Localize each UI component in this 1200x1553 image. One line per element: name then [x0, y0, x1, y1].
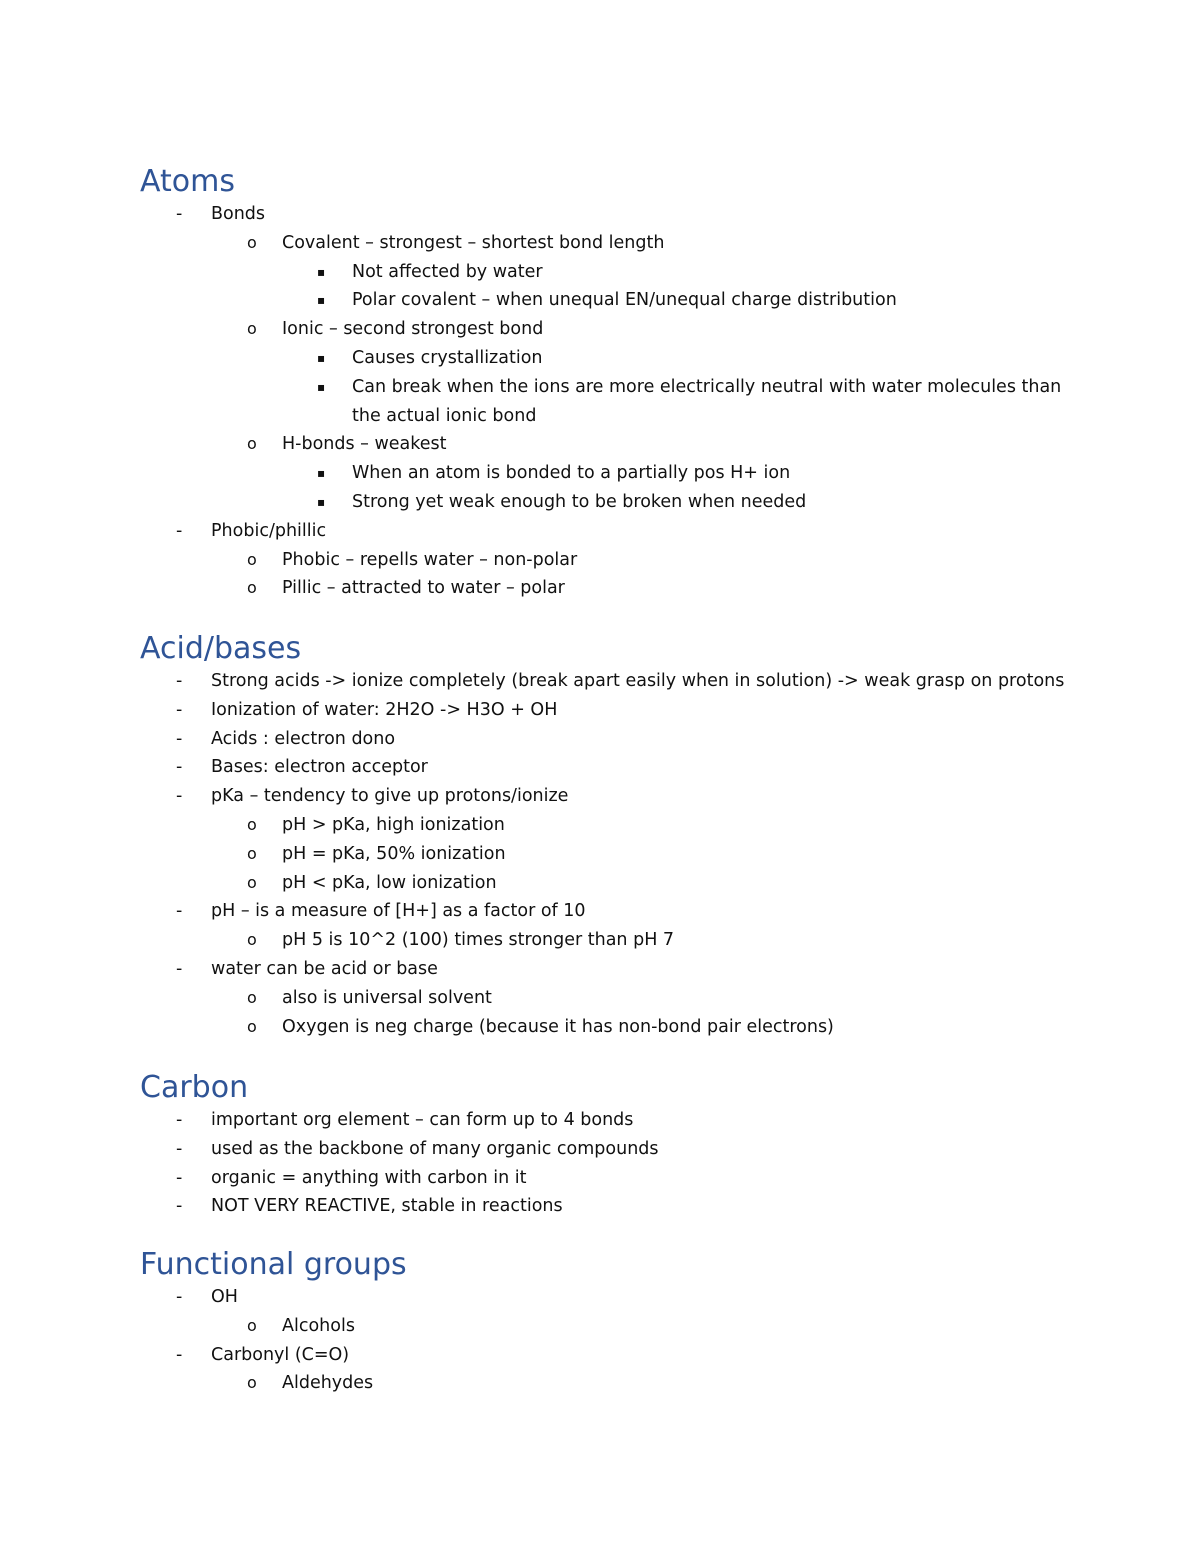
list-item: - Ionization of water: 2H2O -> H3O + OH	[140, 696, 1120, 725]
list-item: - used as the backbone of many organic compounds	[140, 1135, 1120, 1164]
section-functional-groups	[140, 1247, 1120, 1398]
dash-bullet: -	[176, 1110, 183, 1130]
section-heading: Atoms	[140, 164, 235, 199]
list-item: ▪ Causes crystallization	[140, 344, 1120, 373]
list-item: o Aldehydes	[140, 1369, 1120, 1398]
list-item: o Alcohols	[140, 1312, 1120, 1341]
bullet-list	[140, 200, 1120, 603]
circle-bullet: o	[247, 1315, 257, 1335]
dash-bullet: -	[176, 671, 183, 691]
list-item: o Pillic – attracted to water – polar	[140, 574, 1120, 603]
dash-bullet: -	[176, 1287, 183, 1307]
section-acid-bases	[140, 631, 1120, 1041]
circle-bullet: o	[247, 814, 257, 834]
list-item: o Oxygen is neg charge (because it has non-bond pair electrons)	[140, 1013, 1120, 1042]
dash-bullet: -	[176, 757, 183, 778]
circle-bullet: o	[247, 987, 257, 1007]
list-item: - pKa – tendency to give up protons/ionize	[140, 782, 1120, 811]
circle-bullet: o	[247, 434, 257, 454]
circle-bullet: o	[247, 549, 257, 569]
dash-bullet: -	[176, 786, 183, 807]
dash-bullet: -	[176, 1196, 183, 1217]
section-atoms	[140, 164, 1120, 603]
circle-bullet: o	[247, 319, 257, 339]
dash-bullet: -	[176, 1138, 183, 1159]
square-bullet: ▪	[317, 494, 326, 509]
square-bullet: ▪	[317, 264, 326, 279]
section-heading: Acid/bases	[140, 631, 302, 666]
list-item: o Covalent – strongest – shortest bond length	[140, 229, 1120, 258]
square-bullet: ▪	[317, 350, 326, 365]
square-bullet: ▪	[317, 379, 326, 394]
list-item: ▪ Can break when the ions are more electrically neutral with water molecules than the actual ionic bond	[140, 373, 1120, 431]
circle-bullet: o	[247, 232, 257, 252]
list-item: - OH	[140, 1283, 1120, 1312]
circle-bullet: o	[247, 1016, 257, 1036]
section-heading: Functional groups	[140, 1247, 407, 1282]
list-item: o Ionic – second strongest bond	[140, 315, 1120, 344]
circle-bullet: o	[247, 578, 257, 598]
dash-bullet: -	[176, 728, 183, 749]
circle-bullet: o	[247, 872, 257, 892]
list-item: o Phobic – repells water – non-polar	[140, 546, 1120, 575]
list-item: - Bonds	[140, 200, 1120, 229]
list-item: - organic = anything with carbon in it	[140, 1164, 1120, 1193]
list-item: o also is universal solvent	[140, 984, 1120, 1013]
list-item: ▪ When an atom is bonded to a partially pos H+ ion	[140, 459, 1120, 488]
square-bullet: ▪	[317, 293, 326, 308]
dash-bullet: -	[176, 901, 183, 922]
list-item: ▪ Not affected by water	[140, 258, 1120, 287]
section-carbon	[140, 1070, 1120, 1221]
list-item: - Bases: electron acceptor	[140, 753, 1120, 782]
list-item: - NOT VERY REACTIVE, stable in reactions	[140, 1192, 1120, 1221]
dash-bullet: -	[176, 1344, 183, 1365]
list-item: o pH < pKa, low ionization	[140, 869, 1120, 898]
circle-bullet: o	[247, 843, 257, 863]
bullet-list	[140, 1106, 1120, 1221]
dash-bullet: -	[176, 699, 183, 720]
list-item: o pH 5 is 10^2 (100) times stronger than pH 7	[140, 926, 1120, 955]
section-heading: Carbon	[140, 1070, 249, 1105]
list-item: - pH – is a measure of [H+] as a factor of 10	[140, 897, 1120, 926]
list-item: - Phobic/phillic	[140, 517, 1120, 546]
list-item: - Carbonyl (C=O)	[140, 1341, 1120, 1370]
list-item: ▪ Strong yet weak enough to be broken when needed	[140, 488, 1120, 517]
list-item: - Acids : electron dono	[140, 725, 1120, 754]
dash-bullet: -	[176, 1167, 183, 1188]
list-item: o H-bonds – weakest	[140, 430, 1120, 459]
circle-bullet: o	[247, 930, 257, 950]
list-item: - water can be acid or base	[140, 955, 1120, 984]
bullet-list	[140, 667, 1120, 1041]
dash-bullet: -	[176, 958, 183, 979]
list-item: ▪ Polar covalent – when unequal EN/unequal charge distribution	[140, 286, 1120, 315]
dash-bullet: -	[176, 520, 183, 541]
list-item: o pH > pKa, high ionization	[140, 811, 1120, 840]
circle-bullet: o	[247, 1373, 257, 1393]
list-item: - important org element – can form up to 4 bonds	[140, 1106, 1120, 1135]
square-bullet: ▪	[317, 466, 326, 481]
list-item: - Strong acids -> ionize completely (break apart easily when in solution) -> weak grasp on protons	[140, 667, 1120, 696]
dash-bullet: -	[176, 204, 183, 224]
bullet-list	[140, 1283, 1120, 1398]
list-item: o pH = pKa, 50% ionization	[140, 840, 1120, 869]
